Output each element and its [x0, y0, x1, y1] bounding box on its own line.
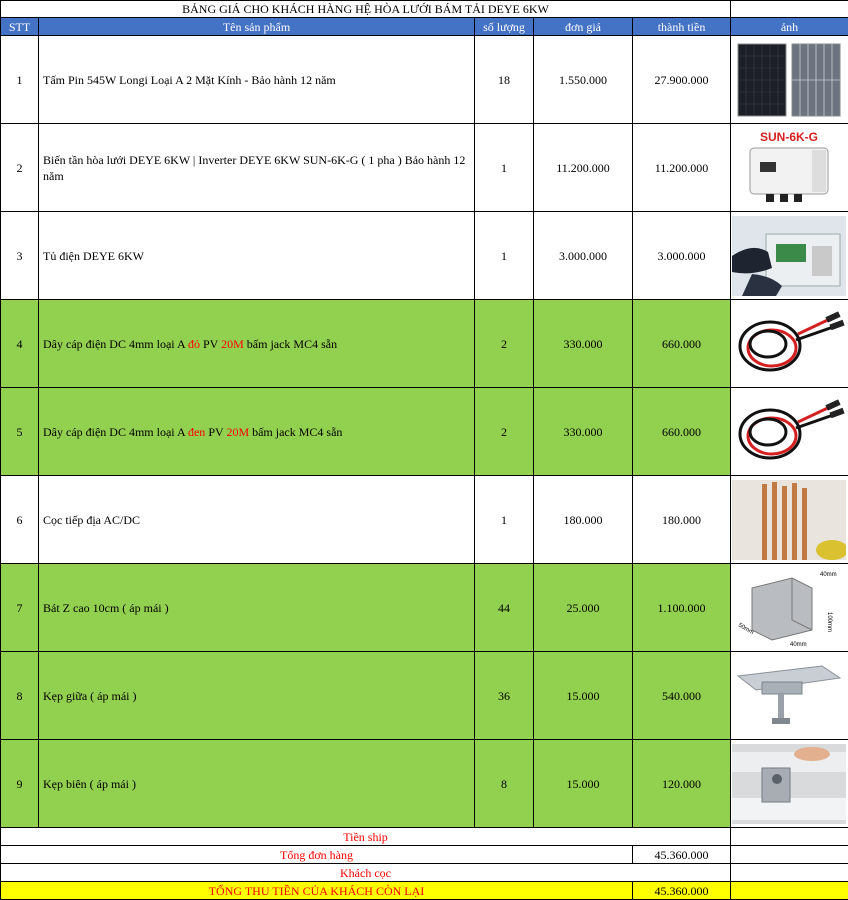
table-row [1, 564, 848, 652]
cable-color-text: đỏ [188, 337, 200, 351]
header-image: ảnh [731, 18, 848, 36]
header-stt: STT [1, 18, 39, 36]
row-product-name [39, 300, 475, 388]
row-image-cell [731, 300, 848, 388]
row-unit-price: 15.000 [534, 740, 633, 828]
row-image-cell [731, 388, 848, 476]
row-total: 1.100.000 [633, 564, 731, 652]
row-total: 660.000 [633, 300, 731, 388]
cable-length-text: 20M [221, 337, 244, 351]
order-total-value: 45.360.000 [633, 846, 731, 864]
row-unit-price: 330.000 [534, 300, 633, 388]
solar-panel-icon [732, 40, 846, 120]
dimension-label: 50mm [737, 622, 754, 636]
dimension-label: 100mm [826, 612, 832, 632]
table-row [1, 212, 848, 300]
row-total: 27.900.000 [633, 36, 731, 124]
table-title: BẢNG GIÁ CHO KHÁCH HÀNG HỆ HÒA LƯỚI BÁM TẢI DEYE 6KW [1, 1, 731, 18]
row-product-name: Cọc tiếp địa AC/DC [39, 476, 475, 564]
row-image-cell [731, 740, 848, 828]
shipping-label: Tiền ship [1, 828, 731, 846]
cabinet-icon [732, 216, 846, 296]
row-total: 180.000 [633, 476, 731, 564]
row-unit-price: 1.550.000 [534, 36, 633, 124]
row-stt: 4 [1, 300, 39, 388]
dimension-label: 40mm [790, 642, 807, 648]
row-product-name: Kẹp giữa ( áp mái ) [39, 652, 475, 740]
row-image-cell [731, 212, 848, 300]
row-total: 660.000 [633, 388, 731, 476]
row-product-name: Biến tần hòa lưới DEYE 6KW | Inverter DEYE 6KW SUN-6K-G ( 1 pha ) Bảo hành 12 năm [39, 124, 475, 212]
row-stt: 8 [1, 652, 39, 740]
dimension-label: 40mm [820, 572, 837, 578]
table-row [1, 388, 848, 476]
cable-icon [732, 392, 846, 472]
table-row [1, 36, 848, 124]
inverter-model-label: SUN-6K-G [760, 130, 818, 144]
row-quantity: 36 [475, 652, 534, 740]
cable-length-text: 20M [226, 425, 249, 439]
table-row [1, 124, 848, 212]
remaining-label: TỔNG THU TIỀN CỦA KHÁCH CÒN LẠI [1, 882, 633, 900]
remaining-row [1, 882, 848, 900]
cable-icon [732, 304, 846, 384]
deposit-row [1, 864, 848, 882]
name-part: Dây cáp điện DC 4mm loại A [43, 425, 188, 439]
row-image-cell [731, 476, 848, 564]
row-product-name [39, 388, 475, 476]
table-row [1, 476, 848, 564]
end-clamp-icon [732, 744, 846, 824]
shipping-row [1, 828, 848, 846]
row-quantity: 1 [475, 476, 534, 564]
cable-color-text: đen [188, 425, 205, 439]
row-stt: 5 [1, 388, 39, 476]
shipping-blank-cell [731, 828, 848, 846]
row-quantity: 18 [475, 36, 534, 124]
row-product-name: Bát Z cao 10cm ( áp mái ) [39, 564, 475, 652]
row-total: 11.200.000 [633, 124, 731, 212]
row-quantity: 1 [475, 124, 534, 212]
title-blank-cell [731, 1, 848, 18]
name-part: bấm jack MC4 sẵn [244, 337, 337, 351]
name-part: PV [205, 425, 226, 439]
row-unit-price: 11.200.000 [534, 124, 633, 212]
row-unit-price: 15.000 [534, 652, 633, 740]
order-total-row [1, 846, 848, 864]
row-unit-price: 330.000 [534, 388, 633, 476]
row-stt: 2 [1, 124, 39, 212]
row-stt: 9 [1, 740, 39, 828]
row-stt: 3 [1, 212, 39, 300]
row-stt: 1 [1, 36, 39, 124]
inverter-icon [732, 128, 846, 208]
row-image-cell [731, 36, 848, 124]
deposit-blank-cell [731, 864, 848, 882]
header-unit-price: đơn giá [534, 18, 633, 36]
header-quantity: số lượng [475, 18, 534, 36]
row-total: 3.000.000 [633, 212, 731, 300]
row-quantity: 8 [475, 740, 534, 828]
row-stt: 6 [1, 476, 39, 564]
row-quantity: 2 [475, 388, 534, 476]
table-row [1, 652, 848, 740]
header-total: thành tiền [633, 18, 731, 36]
row-quantity: 44 [475, 564, 534, 652]
remaining-blank-cell [731, 882, 848, 900]
header-row [1, 18, 848, 36]
row-image-cell [731, 652, 848, 740]
row-unit-price: 25.000 [534, 564, 633, 652]
header-product-name: Tên sản phẩm [39, 18, 475, 36]
row-product-name: Tủ điện DEYE 6KW [39, 212, 475, 300]
deposit-label: Khách cọc [1, 864, 731, 882]
order-total-label: Tổng đơn hàng [1, 846, 633, 864]
row-unit-price: 180.000 [534, 476, 633, 564]
row-image-cell [731, 124, 848, 212]
row-total: 540.000 [633, 652, 731, 740]
row-stt: 7 [1, 564, 39, 652]
name-part: Dây cáp điện DC 4mm loại A [43, 337, 188, 351]
title-row [1, 1, 848, 18]
order-total-blank-cell [731, 846, 848, 864]
remaining-value: 45.360.000 [633, 882, 731, 900]
name-part: PV [200, 337, 221, 351]
table-row [1, 740, 848, 828]
row-image-cell [731, 564, 848, 652]
row-total: 120.000 [633, 740, 731, 828]
mid-clamp-icon [732, 656, 846, 736]
row-quantity: 1 [475, 212, 534, 300]
ground-rod-icon [732, 480, 846, 560]
row-product-name: Tấm Pin 545W Longi Loại A 2 Mặt Kính - Bảo hành 12 năm [39, 36, 475, 124]
row-quantity: 2 [475, 300, 534, 388]
row-unit-price: 3.000.000 [534, 212, 633, 300]
row-product-name: Kẹp biên ( áp mái ) [39, 740, 475, 828]
table-row [1, 300, 848, 388]
z-bracket-icon [732, 568, 846, 648]
name-part: bấm jack MC4 sẵn [249, 425, 342, 439]
